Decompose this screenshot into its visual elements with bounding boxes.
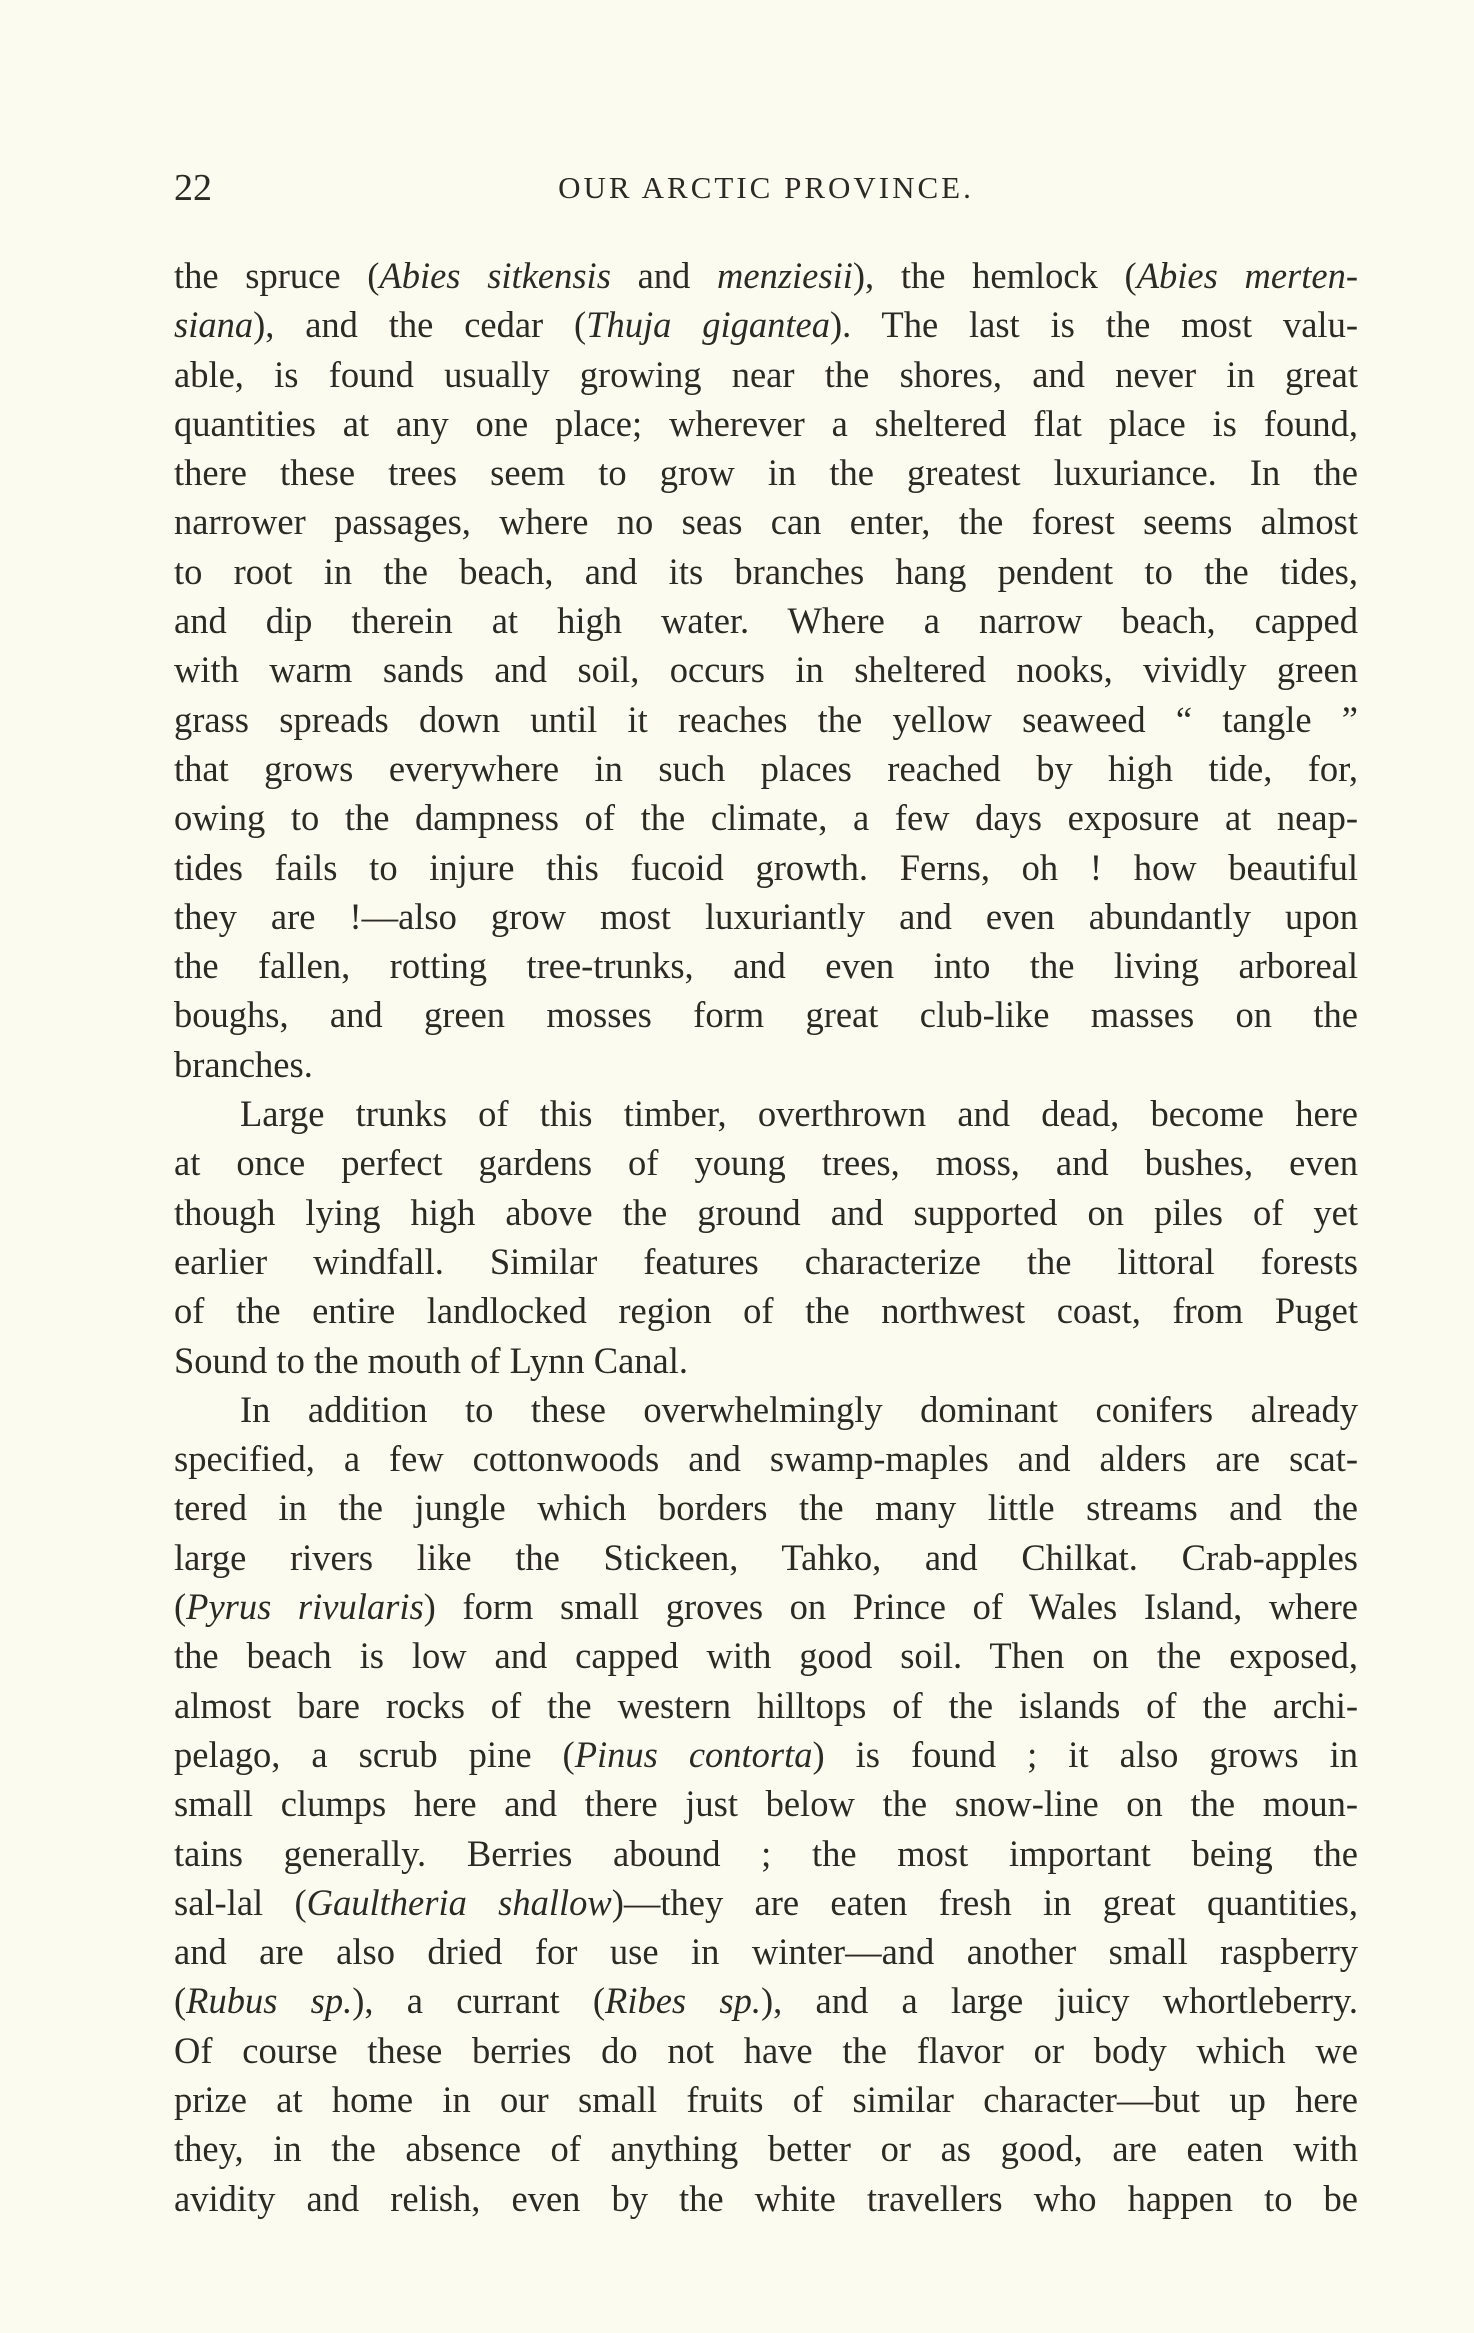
- text-line: [174, 1927, 1358, 1976]
- text-segment: large rivers like the Stickeen, Tahko, and Chilkat. Crab-apples: [174, 1536, 1358, 1578]
- italic-text: Rubus sp.: [186, 1980, 353, 2022]
- text-segment: Sound to the mouth of Lynn Canal.: [174, 1339, 689, 1381]
- text-line: [174, 547, 1358, 596]
- text-segment: and: [610, 255, 718, 296]
- text-segment: the spruce (: [174, 255, 380, 296]
- text-segment: ), a currant (: [352, 1980, 606, 2022]
- text-segment: branches.: [174, 1043, 313, 1085]
- page-number: 22: [174, 167, 212, 209]
- text-segment: that grows everywhere in such places reached by high tide, for,: [174, 747, 1358, 789]
- text-segment: sal-lal (: [174, 1881, 307, 1923]
- text-line: [174, 448, 1358, 497]
- text-segment: Of course these berries do not have the flavor or body which we: [174, 2029, 1358, 2071]
- text-line: [174, 1878, 1358, 1927]
- text-segment: and are also dried for use in winter—and another small raspberry: [174, 1931, 1358, 1973]
- italic-text: siana: [174, 304, 254, 346]
- text-line: [174, 990, 1358, 1039]
- text-segment: almost bare rocks of the western hilltops of the islands of the archi-: [174, 1684, 1358, 1726]
- text-segment: earlier windfall. Similar features characterize the littoral forests: [174, 1240, 1358, 1282]
- text-segment: prize at home in our small fruits of similar character—but up here: [174, 2078, 1358, 2120]
- text-line: [174, 695, 1358, 744]
- text-line: [174, 399, 1358, 448]
- text-line: [174, 892, 1358, 941]
- text-segment: tered in the jungle which borders the many little streams and the: [174, 1487, 1358, 1529]
- italic-text: Ribes sp.: [605, 1980, 761, 2022]
- text-segment: tains generally. Berries abound ; the most important being the: [174, 1832, 1358, 1874]
- text-segment: they are !—also grow most luxuriantly and even abundantly upon: [174, 895, 1358, 937]
- text-line: [174, 1582, 1358, 1631]
- text-segment: to root in the beach, and its branches hang pendent to the tides,: [174, 550, 1358, 592]
- body-text: [174, 251, 1358, 2223]
- italic-text: Pinus contorta: [574, 1733, 813, 1775]
- text-segment: at once perfect gardens of young trees, moss, and bushes, even: [174, 1142, 1358, 1184]
- text-line: [174, 1779, 1358, 1828]
- text-segment: (: [174, 1586, 187, 1628]
- text-line: [174, 1089, 1358, 1138]
- text-line: [174, 2124, 1358, 2173]
- text-line: [174, 300, 1358, 349]
- text-segment: quantities at any one place; wherever a sheltered flat place is found,: [174, 402, 1358, 444]
- text-segment: they, in the absence of anything better or as good, are eaten with: [174, 2128, 1358, 2170]
- paragraph: [174, 1385, 1358, 2223]
- italic-text: Abies merten-: [1136, 255, 1358, 296]
- text-line: [174, 1286, 1358, 1335]
- text-line: [174, 2174, 1358, 2223]
- text-segment: ), and the cedar (: [253, 304, 587, 346]
- text-line: [174, 941, 1358, 990]
- italic-text: menziesii: [717, 255, 853, 296]
- text-segment: ). The last is the most valu-: [829, 304, 1358, 346]
- text-segment: tides fails to injure this fucoid growth. Ferns, oh ! how beautiful: [174, 846, 1358, 888]
- text-line: [174, 1681, 1358, 1730]
- text-line: [174, 2026, 1358, 2075]
- text-line: [174, 793, 1358, 842]
- text-segment: )—they are eaten fresh in great quantities,: [611, 1881, 1359, 1923]
- running-head: [174, 166, 1358, 214]
- text-segment: though lying high above the ground and supported on piles of yet: [174, 1191, 1358, 1233]
- italic-text: Abies sitkensis: [379, 255, 611, 296]
- text-line: [174, 1336, 1358, 1385]
- text-line: [174, 1040, 1358, 1089]
- text-line: [174, 645, 1358, 694]
- text-segment: ) form small groves on Prince of Wales Island, where: [423, 1586, 1358, 1628]
- text-line: [174, 1829, 1358, 1878]
- text-line: [174, 1237, 1358, 1286]
- text-line: [174, 2075, 1358, 2124]
- text-segment: ), and a large juicy whortleberry.: [760, 1980, 1358, 2022]
- text-segment: with warm sands and soil, occurs in sheltered nooks, vividly green: [174, 649, 1358, 691]
- text-line: [174, 1434, 1358, 1483]
- text-segment: narrower passages, where no seas can enter, the forest seems almost: [174, 501, 1358, 543]
- text-line: [174, 1730, 1358, 1779]
- text-line: [174, 497, 1358, 546]
- italic-text: Pyrus rivularis: [186, 1586, 424, 1628]
- paragraph: [174, 1089, 1358, 1385]
- text-line: [174, 1188, 1358, 1237]
- running-title: OUR ARCTIC PROVINCE.: [558, 170, 974, 205]
- text-segment: able, is found usually growing near the shores, and never in great: [174, 353, 1358, 395]
- text-segment: the fallen, rotting tree-trunks, and even into the living arboreal: [174, 945, 1358, 987]
- text-segment: ) is found ; it also grows in: [812, 1733, 1358, 1775]
- text-segment: there these trees seem to grow in the greatest luxuriance. In the: [174, 452, 1358, 494]
- text-segment: and dip therein at high water. Where a narrow beach, capped: [174, 600, 1358, 642]
- text-line: [174, 350, 1358, 399]
- text-segment: avidity and relish, even by the white travellers who happen to be: [174, 2177, 1358, 2219]
- text-line: [174, 251, 1358, 300]
- text-line: [174, 1533, 1358, 1582]
- text-segment: boughs, and green mosses form great club-like masses on the: [174, 994, 1358, 1036]
- text-line: [174, 1483, 1358, 1532]
- text-line: [174, 1976, 1358, 2025]
- text-line: [174, 1385, 1358, 1434]
- text-line: [174, 843, 1358, 892]
- paragraph: [174, 251, 1358, 1089]
- text-segment: In addition to these overwhelmingly dominant conifers already: [240, 1388, 1358, 1430]
- italic-text: Gaultheria shallow: [306, 1881, 612, 1923]
- text-segment: of the entire landlocked region of the northwest coast, from Puget: [174, 1290, 1358, 1332]
- text-segment: specified, a few cottonwoods and swamp-maples and alders are scat-: [174, 1438, 1358, 1480]
- text-segment: Large trunks of this timber, overthrown and dead, become here: [240, 1093, 1358, 1135]
- text-segment: ), the hemlock (: [852, 255, 1137, 296]
- text-segment: (: [174, 1980, 187, 2022]
- italic-text: Thuja gigantea: [586, 304, 830, 346]
- text-line: [174, 1631, 1358, 1680]
- text-line: [174, 596, 1358, 645]
- text-segment: the beach is low and capped with good soil. Then on the exposed,: [174, 1635, 1358, 1677]
- text-line: [174, 744, 1358, 793]
- text-segment: small clumps here and there just below the snow-line on the moun-: [174, 1783, 1358, 1825]
- text-segment: grass spreads down until it reaches the yellow seaweed “ tangle ”: [174, 698, 1358, 740]
- text-segment: owing to the dampness of the climate, a few days exposure at neap-: [174, 797, 1358, 839]
- text-line: [174, 1138, 1358, 1187]
- text-segment: pelago, a scrub pine (: [174, 1733, 575, 1775]
